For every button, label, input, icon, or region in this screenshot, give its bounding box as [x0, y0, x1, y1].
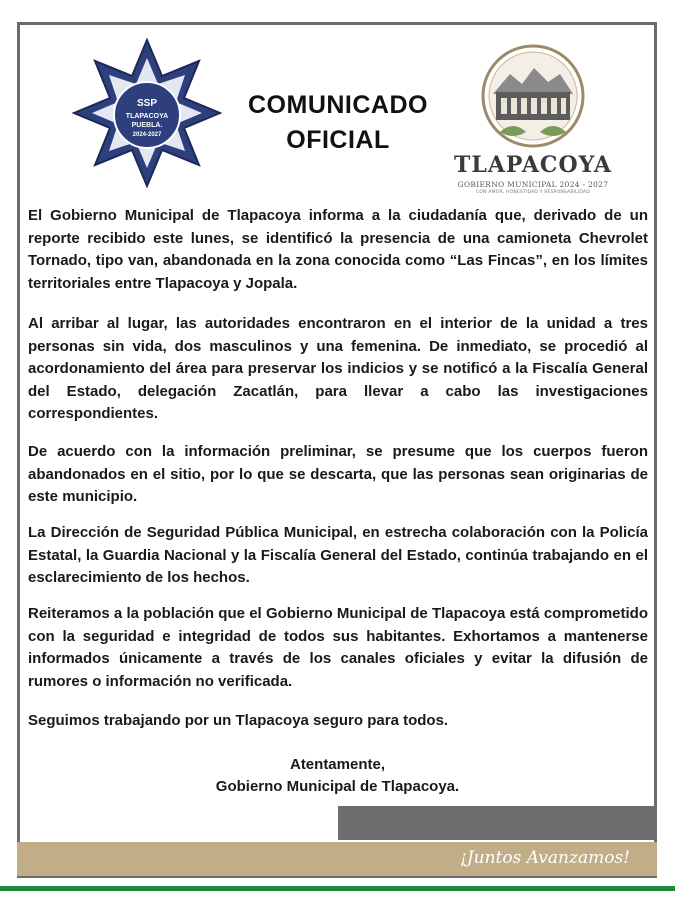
paragraph-3: De acuerdo con la información preliminar, se presume que los cuerpos fueron abandonados en el sitio, por lo que se descarta, que las personas sean originarias de este municipio. [28, 443, 648, 505]
signature-text: Gobierno Municipal de Tlapacoya. [215, 778, 460, 795]
badge-line1: TLAPACOYA [125, 113, 169, 120]
closing-text: Atentamente, [289, 756, 386, 773]
municipality-motto: CON AMOR, HONESTIDAD Y RESPONSABILIDAD [476, 190, 590, 195]
paragraph-2: Al arribar al lugar, las autoridades encontraron en el interior de la unidad a tres personas sin vida, dos masculinos y una femenina. De inmediato, se procedió al acordonamiento del área para preservar los indicios y se notificó a la Fiscalía General del Estado, delegación Zacatlán, para llevar a cabo las investigaciones correspondientes. [28, 315, 648, 422]
title-line-2: OFICIAL [286, 126, 390, 154]
municipality-name: TLAPACOYA [454, 152, 612, 178]
paragraph-1: El Gobierno Municipal de Tlapacoya informa a la ciudadanía que, derivado de un reporte recibido este lunes, se identificó la presencia de una camioneta Chevrolet Tornado, tipo van, abandonada en la zona conocida como “Las Fincas”, en los límites territoriales entre Tlapacoya y Jopala. [28, 207, 648, 292]
title-line-1: COMUNICADO [248, 91, 428, 119]
badge-line2: PUEBLA. [131, 122, 163, 129]
municipality-subtitle: GOBIERNO MUNICIPAL 2024 - 2027 [457, 180, 609, 189]
paragraph-5: Reiteramos a la población que el Gobierno Municipal de Tlapacoya está comprometido con la seguridad e integridad de todos sus habitantes. Exhortamos a mantenerse informados únicamente a través de los canales oficiales y evitar la difusión de rumores o información no verificada. [28, 605, 648, 690]
paragraph-4: La Dirección de Seguridad Pública Municipal, en estrecha colaboración con la Policía Estatal, la Guardia Nacional y la Fiscalía General del Estado, continúa trabajando en el esclarecimiento de los hechos. [28, 524, 648, 586]
footer-slogan: ¡Juntos Avanzamos! [459, 848, 631, 868]
paragraph-6: Seguimos trabajando por un Tlapacoya seguro para todos. [28, 712, 449, 729]
police-badge-logo [72, 38, 222, 188]
badge-top-text: SSP [136, 98, 158, 109]
footer-gray-bar [338, 806, 657, 840]
badge-line3: 2024-2027 [132, 132, 162, 138]
bottom-green-line [0, 886, 675, 891]
page-title [224, 88, 452, 158]
